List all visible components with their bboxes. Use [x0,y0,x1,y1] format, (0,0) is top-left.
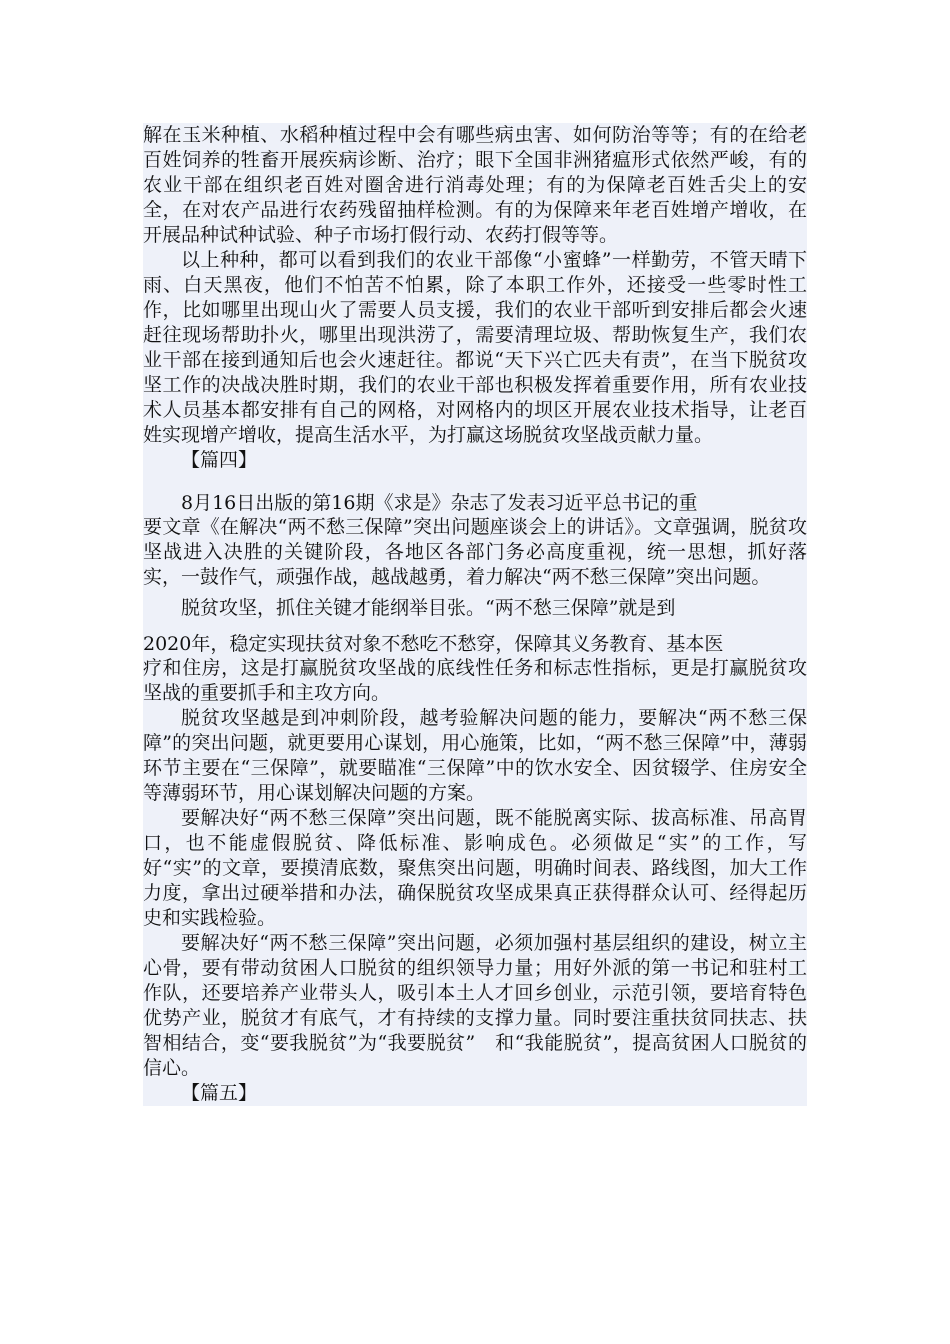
paragraph-farming-cadres: 以上种种，都可以看到我们的农业干部像“小蜜蜂”一样勤劳，不管天晴下雨、白天黑夜，他们不怕苦不怕累，除了本职工作外，还接受一些零时性工作，比如哪里出现山火了需要人员支援，我们的农业干部听到安排后都会火速赶往现场帮助扑火，哪里出现洪涝了，需要清理垃圾、帮助恢复生产，我们农业干部在接到通知后也会火速赶往。都说“天下兴亡匹夫有责”，在当下脱贫攻坚工作的决战决胜时期，我们的农业干部也积极发挥着重要作用，所有农业技术人员基本都安排有自己的网格，对网格内的坝区开展农业技术指导，让老百姓实现增产增收，提高生活水平，为打赢这场脱贫攻坚战贡献力量。 [143,249,807,446]
paragraph-continued: 解在玉米种植、水稻种植过程中会有哪些病虫害、如何防治等等；有的在给老百姓饲养的牲畜开展疾病诊断、治疗；眼下全国非洲猪瘟形式依然严峻，有的农业干部在组织老百姓对圈舍进行消毒处理；有的为保障老百姓舌尖上的安全，在对农产品进行农药残留抽样检测。有的为保障来年老百姓增产增收，在开展品种试种试验、种子市场打假行动、农药打假等等。 [143,124,807,246]
paragraph-key-rest: 疗和住房，这是打赢脱贫攻坚战的底线性任务和标志性指标，更是打赢脱贫攻坚战的重要抓手和主攻方向。 [143,657,807,704]
paragraph-solve-real: 要解决好“两不愁三保障”突出问题，既不能脱离实际、拔高标准、吊高胃口，也不能虚假脱贫、降低标准、影响成色。必须做足“实”的工作，写好“实”的文章，要摸清底数，聚焦突出问题，明确时间表、路线图，加大工作力度，拿出过硬举措和办法，确保脱贫攻坚成果真正获得群众认可、经得起历史和实践检验。 [143,807,807,929]
document-body [143,123,807,1106]
paragraph-qiushi-line1: 8月16日出版的第16期《求是》杂志了发表习近平总书记的重 [181,492,698,514]
paragraph-qiushi-rest: 要文章《在解决“两不愁三保障”突出问题座谈会上的讲话》。文章强调，脱贫攻坚战进入决胜的关键阶段，各地区各部门务必高度重视，统一思想，抓好落实，一鼓作气，顽强作战，越战越勇，着力解决“两不愁三保障”突出问题。 [143,516,807,588]
paragraph-key-line2: 2020年，稳定实现扶贫对象不愁吃不愁穿，保障其义务教育、基本医 [143,633,724,655]
paragraph-sprint-stage: 脱贫攻坚越是到冲刺阶段，越考验解决问题的能力，要解决“两不愁三保障”的突出问题，就更要用心谋划，用心施策，比如，“两不愁三保障”中，薄弱环节主要在“三保障”，就要瞄准“三保障”中的饮水安全、因贫辍学、住房安全等薄弱环节，用心谋划解决问题的方案。 [143,707,807,804]
paragraph-key-line1: 脱贫攻坚，抓住关键才能纲举目张。“两不愁三保障”就是到 [181,597,676,619]
paragraph-grassroots: 要解决好“两不愁三保障”突出问题，必须加强村基层组织的建设，树立主心骨，要有带动贫困人口脱贫的组织领导力量；用好外派的第一书记和驻村工作队，还要培养产业带头人，吸引本土人才回乡创业，示范引领，要培育特色优势产业，脱贫才有底气，才有持续的支撑力量。同时要注重扶贫同扶志、扶智相结合，变“要我脱贫”为“我要脱贫” 和“我能脱贫”，提高贫困人口脱贫的信心。 [143,932,807,1079]
section-heading-four: 【篇四】 [181,449,258,471]
section-heading-five: 【篇五】 [181,1082,258,1104]
